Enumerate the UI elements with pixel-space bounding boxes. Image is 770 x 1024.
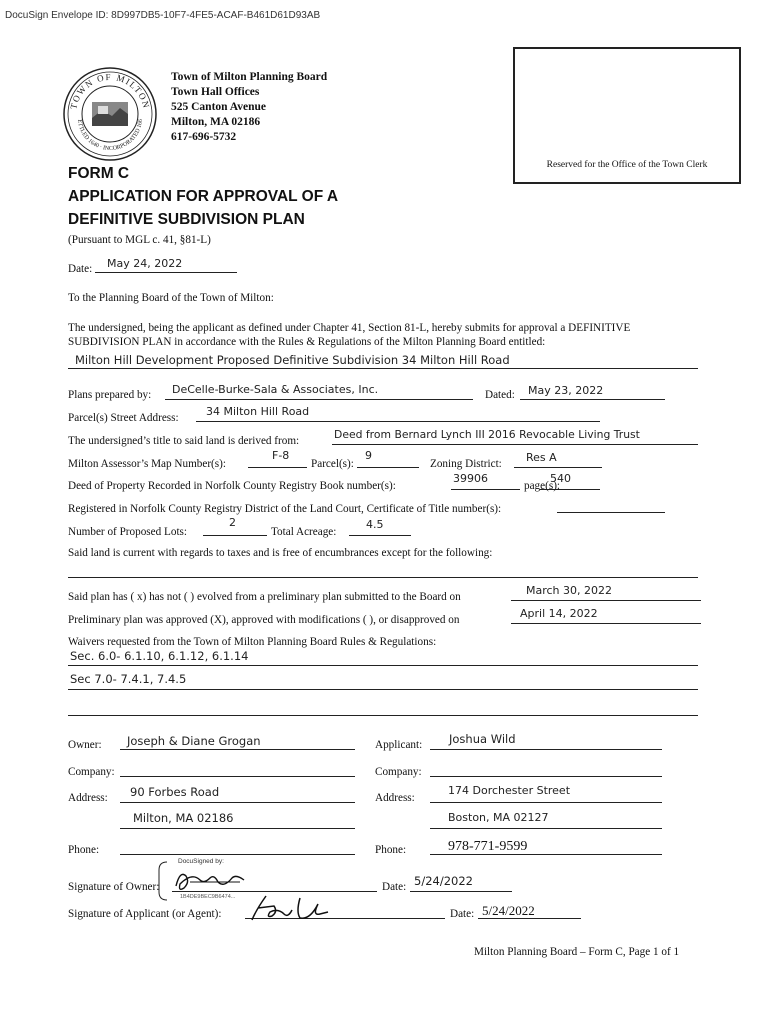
plans-prepared-value: DeCelle-Burke-Sala & Associates, Inc. — [172, 383, 379, 396]
owner-field[interactable] — [120, 749, 355, 750]
title-derived-label: The undersigned’s title to said land is derived from: — [68, 435, 300, 447]
waiver-line-2: Sec 7.0- 7.4.1, 7.4.5 — [70, 672, 187, 686]
applicant-company-label: Company: — [375, 766, 422, 778]
acreage-value: 4.5 — [366, 518, 384, 531]
plans-prepared-label: Plans prepared by: — [68, 389, 152, 401]
prelim-approved-text: Preliminary plan was approved (X), approved with modifications ( ), or disapproved on — [68, 614, 460, 626]
applicant-address-1: 174 Dorchester Street — [448, 784, 571, 797]
svg-text:SETTLED 1640 · INCORPORATED 16: ETTLED 1640 · INCORPORATED 166 — [75, 118, 145, 153]
lots-label: Number of Proposed Lots: — [68, 526, 188, 538]
owner-value: Joseph & Diane Grogan — [127, 734, 261, 748]
acreage-label: Total Acreage: — [271, 526, 337, 538]
deed-book-value: 39906 — [453, 472, 488, 485]
clerk-reserved-box — [513, 47, 741, 184]
title-line: FORM C — [68, 165, 130, 182]
street-address-label: Parcel(s) Street Address: — [68, 412, 179, 424]
applicant-address-field-2[interactable] — [430, 828, 662, 829]
owner-signature-label: Signature of Owner: — [68, 881, 160, 893]
title-derived-value: Deed from Bernard Lynch III 2016 Revocable Living Trust — [334, 428, 640, 441]
page-footer: Milton Planning Board – Form C, Page 1 of 1 — [474, 946, 680, 958]
header-line: Town Hall Offices — [171, 86, 260, 98]
zoning-value: Res A — [526, 451, 557, 464]
date-label: Date: — [68, 263, 93, 275]
applicant-signature-image — [248, 890, 338, 924]
pursuant-text: (Pursuant to MGL c. 41, §81-L) — [68, 234, 211, 246]
header-line: Milton, MA 02186 — [171, 116, 261, 128]
svg-text:TOWN OF MILTON: TOWN OF MILTON — [68, 71, 152, 111]
encumbrances-field[interactable] — [68, 577, 698, 578]
prelim-evolved-text: Said plan has ( x) has not ( ) evolved from a preliminary plan submitted to the Board on — [68, 591, 461, 603]
deed-page-field[interactable] — [540, 489, 600, 490]
applicant-label: Applicant: — [375, 739, 423, 751]
intro-line: The undersigned, being the applicant as defined under Chapter 41, Section 81-L, hereby submits for approval a DEFINITIVE — [68, 322, 631, 334]
street-address-field[interactable] — [196, 421, 600, 422]
owner-signature-image — [170, 866, 250, 894]
intro-text — [68, 321, 630, 349]
to-line: To the Planning Board of the Town of Milton: — [68, 292, 274, 304]
prelim-evolved-field[interactable] — [511, 600, 701, 601]
header-line: Town of Milton Planning Board — [171, 71, 328, 83]
clerk-box-label: Reserved for the Office of the Town Clerk — [546, 160, 708, 170]
header-line: 525 Canton Avenue — [171, 101, 266, 113]
date-field[interactable] — [95, 272, 237, 273]
plan-title-field[interactable] — [68, 368, 698, 369]
lots-value: 2 — [229, 516, 236, 529]
plans-dated-label: Dated: — [485, 389, 515, 401]
owner-address-field-1[interactable] — [120, 802, 355, 803]
waiver-line-1: Sec. 6.0- 6.1.10, 6.1.12, 6.1.14 — [70, 649, 249, 663]
lots-field[interactable] — [203, 535, 267, 536]
owner-phone-label: Phone: — [68, 844, 100, 856]
owner-address-1: 90 Forbes Road — [130, 785, 220, 799]
taxes-label: Said land is current with regards to taxes and is free of encumbrances except for the following: — [68, 547, 493, 559]
waiver-field-3[interactable] — [68, 715, 698, 716]
prelim-evolved-value: March 30, 2022 — [526, 584, 613, 597]
owner-address-2: Milton, MA 02186 — [133, 811, 234, 825]
parcel-label: Parcel(s): — [311, 458, 354, 470]
plan-title-value: Milton Hill Development Proposed Definitive Subdivision 34 Milton Hill Road — [75, 353, 510, 367]
owner-company-label: Company: — [68, 766, 115, 778]
plans-dated-field[interactable] — [520, 399, 665, 400]
applicant-signature-label: Signature of Applicant (or Agent): — [68, 908, 222, 920]
plans-prepared-field[interactable] — [165, 399, 473, 400]
deed-page-label: page(s): — [524, 480, 561, 492]
assessor-map-label: Milton Assessor’s Map Number(s): — [68, 458, 226, 470]
envelope-id: DocuSign Envelope ID: 8D997DB5-10F7-4FE5-ACAF-B461D61D93AB — [5, 10, 321, 21]
land-court-label: Registered in Norfolk County Registry District of the Land Court, Certificate of Title number(s): — [68, 503, 502, 515]
date-value: May 24, 2022 — [107, 257, 183, 270]
parcel-value: 9 — [365, 449, 372, 462]
applicant-phone-label: Phone: — [375, 844, 407, 856]
land-court-field[interactable] — [557, 512, 665, 513]
applicant-sig-date-field[interactable] — [478, 918, 581, 919]
waiver-field-1[interactable] — [68, 665, 698, 666]
docusign-id: 1B4DE9BEC9B6474... — [180, 894, 236, 900]
applicant-address-2: Boston, MA 02127 — [448, 811, 549, 824]
applicant-sig-date-value: 5/24/2022 — [482, 903, 535, 918]
assessor-map-value: F-8 — [272, 449, 290, 462]
waivers-label: Waivers requested from the Town of Milton Planning Board Rules & Regulations: — [68, 636, 437, 648]
applicant-phone-field[interactable] — [430, 854, 662, 855]
zoning-label: Zoning District: — [430, 458, 502, 470]
waiver-field-2[interactable] — [68, 689, 698, 690]
owner-label: Owner: — [68, 739, 102, 751]
street-address-value: 34 Milton Hill Road — [206, 405, 310, 418]
applicant-value: Joshua Wild — [449, 732, 516, 746]
applicant-sig-date-label: Date: — [450, 908, 475, 920]
owner-sig-date-field[interactable] — [410, 891, 512, 892]
owner-address-label: Address: — [68, 792, 108, 804]
applicant-address-field-1[interactable] — [430, 802, 662, 803]
owner-sig-date-value: 5/24/2022 — [414, 874, 473, 888]
owner-phone-field[interactable] — [120, 854, 355, 855]
deed-page-value: 540 — [550, 472, 571, 485]
title-line: DEFINITIVE SUBDIVISION PLAN — [68, 211, 305, 228]
plans-dated-value: May 23, 2022 — [528, 384, 604, 397]
zoning-field[interactable] — [514, 467, 602, 468]
owner-address-field-2[interactable] — [120, 828, 355, 829]
header-address — [171, 70, 327, 145]
applicant-field[interactable] — [430, 749, 662, 750]
parcel-field[interactable] — [357, 467, 419, 468]
owner-sig-date-label: Date: — [382, 881, 407, 893]
town-seal-logo — [62, 66, 158, 162]
deed-book-field[interactable] — [451, 489, 520, 490]
title-derived-field[interactable] — [332, 444, 698, 445]
owner-company-field[interactable] — [120, 776, 355, 777]
acreage-field[interactable] — [349, 535, 411, 536]
applicant-phone-value: 978-771-9599 — [448, 839, 528, 854]
docusigned-by-label: DocuSigned by: — [178, 858, 224, 865]
applicant-company-field[interactable] — [430, 776, 662, 777]
deed-label: Deed of Property Recorded in Norfolk County Registry Book number(s): — [68, 480, 396, 492]
form-title — [68, 162, 338, 231]
prelim-approved-value: April 14, 2022 — [520, 607, 598, 620]
applicant-address-label: Address: — [375, 792, 415, 804]
intro-line: SUBDIVISION PLAN in accordance with the Rules & Regulations of the Milton Planning Board entitled: — [68, 336, 546, 348]
header-line: 617-696-5732 — [171, 131, 237, 143]
title-line: APPLICATION FOR APPROVAL OF A — [68, 188, 339, 205]
assessor-map-field[interactable] — [248, 467, 307, 468]
prelim-approved-field[interactable] — [511, 623, 701, 624]
